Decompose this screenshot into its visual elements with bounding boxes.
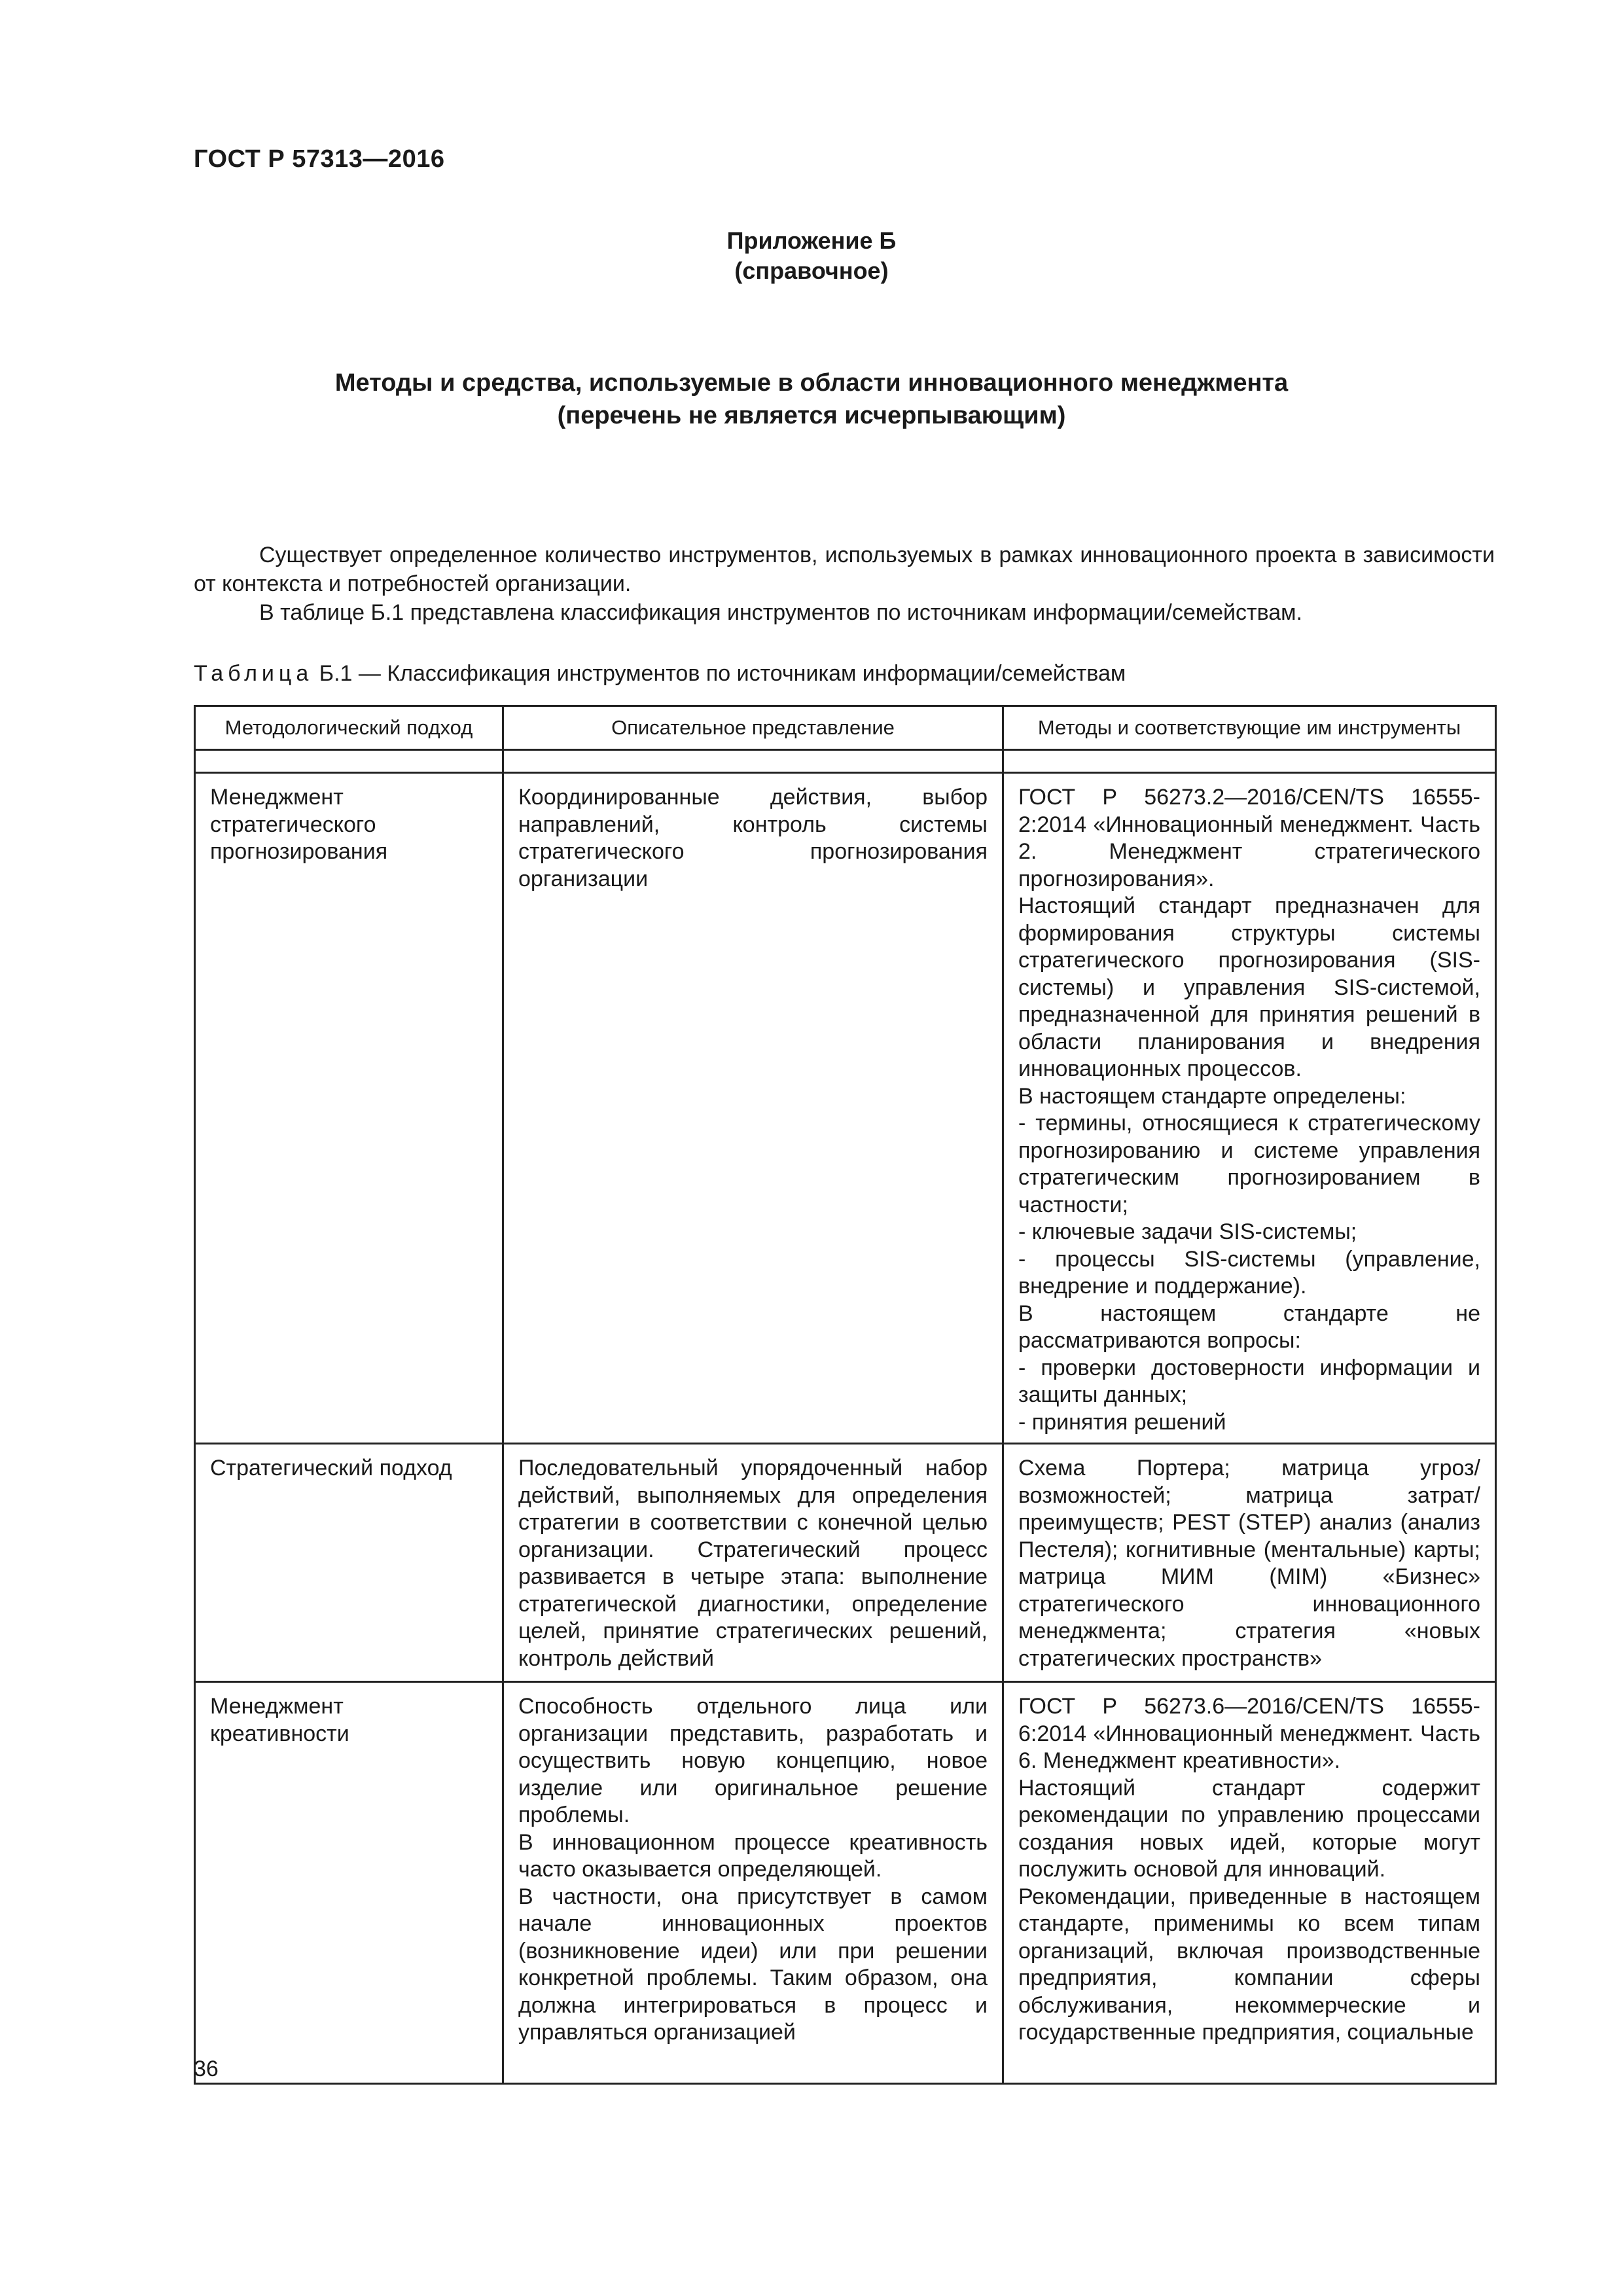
row-approach: Менеджмент стратегического прогнозирования xyxy=(195,773,503,1444)
table-row xyxy=(195,1444,1496,1682)
methods-line: ГОСТ Р 56273.2—2016/CEN/TS 16555-2:2014 «Инновационный менеджмент. Часть 2. Менеджмент стратегического прогнозирования». xyxy=(1018,785,1480,891)
description-line: Способность отдельного лица или организации представить, разработать и осуществить новую концепцию, новое изделие или оригинальное решение проблемы. xyxy=(518,1694,988,1827)
page-number: 36 xyxy=(194,2056,219,2081)
description-line: В инновационном процессе креативность часто оказывается определяющей. xyxy=(518,1829,988,1882)
main-title xyxy=(0,367,1623,432)
methods-line: - принятия решений xyxy=(1018,1409,1226,1435)
header-methods: Методы и соответствующие им инструменты xyxy=(1003,706,1496,750)
methods-line: Настоящий стандарт содержит рекомендации по управлению процессами создания новых идей, которые могут послужить основой для инноваций. xyxy=(1018,1775,1480,1882)
header-separator-row xyxy=(195,750,1496,773)
separator-cell xyxy=(503,750,1003,773)
methods-line: - процессы SIS-системы (управление, внедрение и поддержание). xyxy=(1018,1246,1480,1299)
row-description xyxy=(503,773,1003,1444)
document-code: ГОСТ Р 57313—2016 xyxy=(194,145,445,173)
table-row xyxy=(195,1682,1496,2084)
table-row xyxy=(195,773,1496,1444)
separator-cell xyxy=(195,750,503,773)
separator-cell xyxy=(1003,750,1496,773)
table-caption-prefix: Таблица xyxy=(194,661,313,686)
main-title-line-1: Методы и средства, используемые в области инновационного менеджмента xyxy=(334,369,1289,397)
header-approach: Методологический подход xyxy=(195,706,503,750)
methods-line: Схема Портера; матрица угроз/возможностей; матрица затрат/преимуществ; PEST (STEP) анализ (анализ Пестеля); когнитивные (ментальные) карты; матрица МИМ (MIM) «Бизнес» стратегического инновационного менеджмента; стратегия «новых стратегических пространств» xyxy=(1018,1456,1480,1671)
annex-title: Приложение Б xyxy=(726,227,897,254)
methods-line: ГОСТ Р 56273.6—2016/CEN/TS 16555-6:2014 «Инновационный менеджмент. Часть 6. Менеджмент креативности». xyxy=(1018,1694,1480,1773)
row-methods xyxy=(1003,1682,1496,2084)
methods-line: - ключевые задачи SIS-системы; xyxy=(1018,1219,1357,1244)
intro-paragraph-2 xyxy=(194,598,1495,627)
description-line: Последовательный упорядоченный набор действий, выполняемых для определения стратегии в соответствии с конечной целью организации. Стратегический процесс развивается в четыре этапа: выполнение стратегической диагностики, определение целей, принятие стратегических решений, контроль действий xyxy=(518,1456,988,1671)
row-methods xyxy=(1003,773,1496,1444)
table-header-row xyxy=(195,706,1496,750)
row-description xyxy=(503,1682,1003,2084)
methods-line: В настоящем стандарте определены: xyxy=(1018,1083,1406,1109)
row-methods xyxy=(1003,1444,1496,1682)
methods-line: - проверки достоверности информации и защиты данных; xyxy=(1018,1355,1480,1407)
description-line: Координированные действия, выбор направлений, контроль системы стратегического прогнозирования организации xyxy=(518,785,988,891)
methods-line: - термины, относящиеся к стратегическому прогнозированию и системе управления стратегическим прогнозированием в частности; xyxy=(1018,1111,1480,1217)
main-title-line-2: (перечень не является исчерпывающим) xyxy=(557,402,1066,429)
intro-paragraph-1 xyxy=(194,541,1495,598)
row-approach: Стратегический подход xyxy=(195,1444,503,1682)
methods-line: Рекомендации, приведенные в настоящем стандарте, применимы ко всем типам организаций, включая производственные предприятия, компании сферы обслуживания, некоммерческие и государственные предприятия, социальные xyxy=(1018,1884,1480,2045)
table-caption-rest: Б.1 — Классификация инструментов по источникам информации/семействам xyxy=(319,661,1126,686)
classification-table xyxy=(194,705,1497,2085)
methods-line: В настоящем стандарте не рассматриваются вопросы: xyxy=(1018,1300,1480,1353)
annex-type: (справочное) xyxy=(734,257,889,284)
intro-paragraph-2-text: В таблице Б.1 представлена классификация инструментов по источникам информации/семействам. xyxy=(259,600,1302,625)
table-caption xyxy=(194,659,1126,688)
intro-paragraph-1-text: Существует определенное количество инструментов, используемых в рамках инновационного проекта в зависимости от контекста и потребностей организации. xyxy=(194,543,1495,596)
row-description xyxy=(503,1444,1003,1682)
row-approach: Менеджмент креативности xyxy=(195,1682,503,2084)
header-description: Описательное представление xyxy=(503,706,1003,750)
description-line: В частности, она присутствует в самом начале инновационных проектов (возникновение идеи) или при решении конкретной проблемы. Таким образом, она должна интегрироваться в процесс и управляться организацией xyxy=(518,1884,988,2045)
methods-line: Настоящий стандарт предназначен для формирования структуры системы стратегического прогнозирования (SIS-системы) и управления SIS-системой, предназначенной для принятия решений в области планирования и внедрения инновационных процессов. xyxy=(1018,893,1480,1081)
